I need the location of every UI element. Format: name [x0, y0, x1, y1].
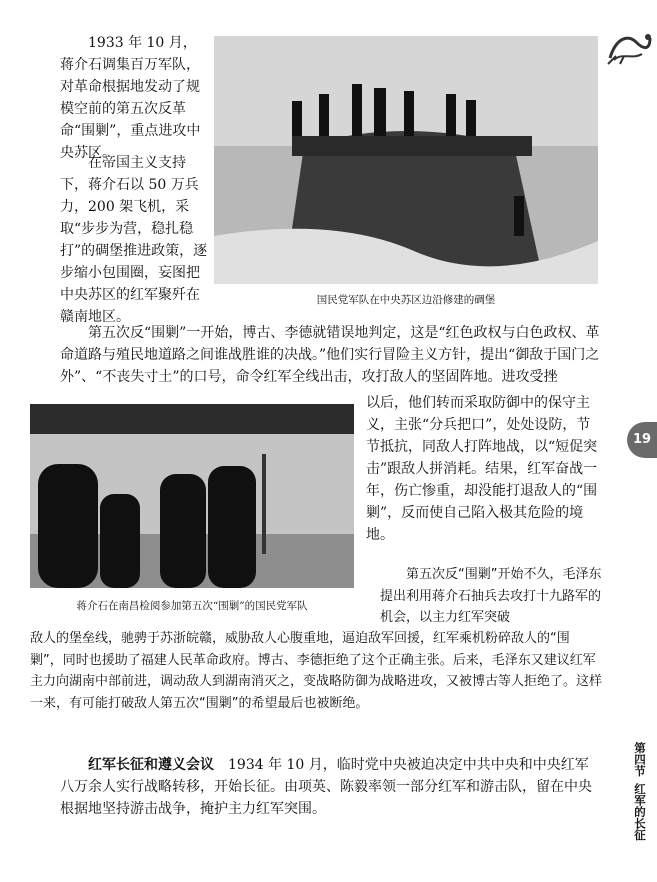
photo-caption: 蒋介石在南昌检阅参加第五次“围剿”的国民党军队 [76, 600, 308, 612]
side-section-number: 第四节 [633, 742, 647, 777]
blockhouse-photo [214, 36, 598, 284]
detail-paragraph-2: 敌人的堡垒线，驰骋于苏浙皖赣，威胁敌人心腹重地，逼迫敌军回援，红军乘机粉碎敌人的“围剿”，同时也援助了福建人民革命政府。博古、李德拒绝了这个正确主张。后来，毛泽东又建议红军主力向湖南中部前进，调动敌人到湖南消灭之，变战略防御为战略进攻，又被博古等人拒绝了。这样一来，有可能打破敌人第五次“围剿”的希望最后也被断绝。 [30, 631, 603, 711]
side-section-label [626, 742, 654, 840]
photo-caption: 国民党军队在中央苏区边沿修建的碉堡 [316, 294, 496, 306]
side-section-title: 红军的长征 [633, 782, 647, 840]
main-paragraph-1: 第五次反“围剿”一开始，博古、李德就错误地判定，这是“红色政权与白色政权、革命道路与殖民地道路之间谁战胜谁的决战。”他们实行冒险主义方针，提出“御敌于国门之外”、“不丧失寸土”的口号，命令红军全线出击，攻打敌人的坚固阵地。进攻受挫 [60, 325, 600, 385]
long-march-paragraph [60, 754, 600, 820]
review-photo [30, 404, 354, 588]
intro-paragraph-1: 1933 年 10 月，蒋介石调集百万军队，对革命根据地发动了规模空前的第五次反革命“围剿”，重点进攻中央苏区。 [60, 35, 201, 161]
intro-paragraph-2: 在帝国主义支持下，蒋介石以 50 万兵力，200 架飞机，采取“步步为营，稳扎稳打”的碉堡推进政策，逐步缩小包围圈，妄图把中央苏区的红军聚歼在赣南地区。 [60, 155, 208, 325]
dragon-ornament-icon [606, 30, 654, 68]
page-number: 19 [627, 422, 657, 458]
long-march-text: 1934 年 10 月，临时党中央被迫决定中共中央和中央红军八万余人实行战略转移，开始长征。由项英、陈毅率领一部分红军和游击队，留在中央根据地坚持游击战争，掩护主力红军突围。 [60, 757, 592, 817]
detail-paragraph-1: 第五次反“围剿”开始不久，毛泽东提出利用蒋介石抽兵去攻打十九路军的机会，以主力红军突破 [380, 567, 602, 625]
section-heading: 红军长征和遵义会议 [88, 757, 214, 773]
main-paragraph-2: 以后，他们转而采取防御中的保守主义，主张“分兵把口”，处处设防，节节抵抗，同敌人打阵地战，以“短促突击”跟敌人拼消耗。结果，红军奋战一年，伤亡惨重，却没能打退敌人的“围剿”，反而使自己陷入极其危险的境地。 [366, 395, 598, 543]
